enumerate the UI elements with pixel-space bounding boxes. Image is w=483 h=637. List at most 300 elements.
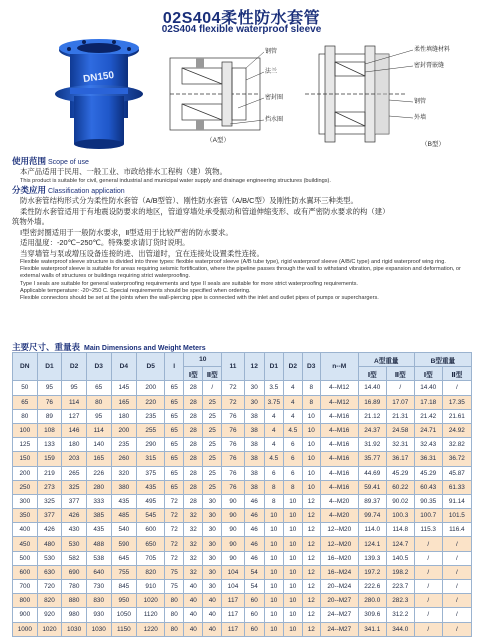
table-cell: 3.75 [264, 395, 283, 409]
table-cell: / [442, 537, 471, 551]
table-row [13, 409, 472, 423]
col-10-type2: Ⅱ型 [203, 367, 222, 381]
table-cell: 780 [62, 580, 87, 594]
table-cell: 320 [111, 466, 137, 480]
table-cell: 72 [165, 537, 184, 551]
table-cell: 44.69 [358, 466, 386, 480]
col-10-type1: Ⅰ型 [184, 367, 203, 381]
table-cell: 500 [13, 551, 38, 565]
table-cell: 10 [283, 494, 302, 508]
table-cell: 344.0 [386, 622, 414, 636]
table-cell: 21.12 [358, 409, 386, 423]
table-cell: 25 [203, 395, 222, 409]
table-cell: 845 [111, 580, 137, 594]
table-cell: / [414, 622, 442, 636]
table-cell: 426 [62, 509, 87, 523]
table-cell: 65 [165, 423, 184, 437]
table-cell: 282.3 [386, 594, 414, 608]
table-cell: 12 [302, 565, 320, 579]
table-cell: 950 [111, 594, 137, 608]
table-cell: 28 [184, 381, 203, 395]
table-cell: 1050 [111, 608, 137, 622]
table-cell: 117 [222, 622, 244, 636]
table-cell: 640 [86, 565, 111, 579]
col-12: 12 [244, 353, 264, 381]
table-cell: 140 [86, 438, 111, 452]
table-cell: 40 [184, 594, 203, 608]
table-cell: 4--M12 [320, 395, 358, 409]
table-cell: 10 [283, 509, 302, 523]
table-cell: / [414, 551, 442, 565]
product-photo [44, 36, 154, 152]
table-cell: 930 [86, 608, 111, 622]
table-row [13, 494, 472, 508]
table-cell: 265 [62, 466, 87, 480]
table-cell: / [414, 580, 442, 594]
table-cell: 10 [264, 523, 283, 537]
table-cell: 435 [86, 523, 111, 537]
table-cell: 45.29 [386, 466, 414, 480]
table-cell: 31.92 [358, 438, 386, 452]
table-cell: 4.5 [283, 423, 302, 437]
table-cell: 800 [13, 594, 38, 608]
table-cell: 59.41 [358, 480, 386, 494]
col-weight-b-type1: Ⅰ型 [414, 367, 442, 381]
table-cell: 12 [302, 608, 320, 622]
class-en-5: Flexible connectors should be set at the joints when the wall-piercing pipe is connected with the inlet and outlet pipes of pumps or superchargers. [20, 295, 379, 302]
table-cell: 80 [165, 608, 184, 622]
table-cell: 76 [222, 452, 244, 466]
table-cell: 10 [264, 537, 283, 551]
table-cell: 10 [302, 423, 320, 437]
table-cell: 24--M27 [320, 608, 358, 622]
table-cell: 80 [165, 622, 184, 636]
table-cell: 30 [244, 381, 264, 395]
table-cell: 114 [62, 395, 87, 409]
table-cell: 10 [302, 438, 320, 452]
table-cell: / [386, 381, 414, 395]
table-cell: 24.37 [358, 423, 386, 437]
table-cell: 60.43 [414, 480, 442, 494]
table-cell: 485 [111, 509, 137, 523]
table-cell: 75 [165, 565, 184, 579]
table-row [13, 551, 472, 565]
col-d4: D4 [111, 353, 137, 381]
table-cell: / [442, 565, 471, 579]
label-b-3: 钢管 [414, 99, 427, 105]
table-cell: 32.31 [386, 438, 414, 452]
table-cell: 40 [203, 608, 222, 622]
table-cell: 1020 [37, 622, 62, 636]
col-l: l [165, 353, 184, 381]
table-cell: 89.37 [358, 494, 386, 508]
table-cell: 10 [264, 509, 283, 523]
table-cell: 72 [165, 523, 184, 537]
table-cell: 582 [62, 551, 87, 565]
table-cell: 8 [264, 480, 283, 494]
label-a-4: 挡水圈 [265, 117, 284, 123]
label-b-2: 密封膏嵌缝 [414, 63, 445, 69]
table-cell: / [442, 622, 471, 636]
table-cell: 10 [283, 565, 302, 579]
drawing-type-a [160, 38, 295, 148]
table-cell: 65 [165, 438, 184, 452]
table-cell: 16--M20 [320, 551, 358, 565]
table-cell: 46 [244, 523, 264, 537]
table-cell: 65 [165, 395, 184, 409]
table-cell: 25 [203, 423, 222, 437]
table-cell: 910 [137, 580, 165, 594]
table-row [13, 480, 472, 494]
label-b-1: 柔性填缝材料 [414, 47, 451, 53]
table-cell: 89 [37, 409, 62, 423]
table-cell: 72 [165, 509, 184, 523]
table-cell: 1220 [137, 622, 165, 636]
table-cell: 40 [184, 608, 203, 622]
table-cell: 72 [222, 395, 244, 409]
table-cell: 8 [283, 480, 302, 494]
table-cell: 36.17 [386, 452, 414, 466]
table-cell: 45.29 [414, 466, 442, 480]
table-cell: 10 [264, 565, 283, 579]
table-cell: 90 [222, 523, 244, 537]
table-cell: / [414, 565, 442, 579]
table-cell: 4--M16 [320, 452, 358, 466]
table-cell: 10 [283, 608, 302, 622]
table-cell: 65 [165, 409, 184, 423]
table-cell: 10 [302, 409, 320, 423]
table-cell: 180 [111, 409, 137, 423]
table-cell: 54 [244, 565, 264, 579]
table-cell: / [414, 537, 442, 551]
table-cell: 124.7 [386, 537, 414, 551]
table-cell: 95 [62, 381, 87, 395]
table-cell: 95 [86, 409, 111, 423]
table-cell: 273 [37, 480, 62, 494]
table-cell: 21.42 [414, 409, 442, 423]
table-cell: 10 [302, 466, 320, 480]
table-row [13, 381, 472, 395]
table-row [13, 466, 472, 480]
table-cell: 16.89 [358, 395, 386, 409]
table-cell: 30 [203, 523, 222, 537]
table-cell: 4 [283, 395, 302, 409]
table-cell: 30 [203, 551, 222, 565]
table-cell: 38 [244, 466, 264, 480]
table-cell: 145 [111, 381, 137, 395]
table-cell: / [442, 580, 471, 594]
class-en-2: Flexible waterproof sleeve is suitable for areas requiring seismic fortification, where the pipeline passes through the wall to withstand vibration, pipe expansion and deformation, or external walls of structures or buildings requiring strict waterproofing. [20, 266, 461, 280]
table-cell: 435 [111, 494, 137, 508]
table-cell: 200 [111, 423, 137, 437]
table-cell: 60 [244, 622, 264, 636]
table-cell: 8 [302, 395, 320, 409]
table-cell: / [442, 381, 471, 395]
table-cell: 280.0 [358, 594, 386, 608]
table-cell: 1030 [86, 622, 111, 636]
table-cell: 133 [37, 438, 62, 452]
table-cell: 223.7 [386, 580, 414, 594]
table-cell: 76 [222, 409, 244, 423]
table-cell: 385 [86, 509, 111, 523]
table-cell: 1020 [137, 594, 165, 608]
col-delta2: D2 [283, 353, 302, 381]
table-cell: 36.31 [414, 452, 442, 466]
table-cell: 38 [244, 480, 264, 494]
table-cell: 28 [184, 438, 203, 452]
table-cell: 60 [244, 608, 264, 622]
table-row [13, 438, 472, 452]
table-cell: 46 [244, 509, 264, 523]
table-cell: 820 [137, 565, 165, 579]
table-cell: / [414, 608, 442, 622]
table-cell: 30 [203, 494, 222, 508]
table-cell: 12 [302, 580, 320, 594]
table-cell: 65 [165, 452, 184, 466]
table-cell: 30 [244, 395, 264, 409]
table-cell: 114 [86, 423, 111, 437]
table-cell: 1030 [62, 622, 87, 636]
table-cell: 76 [37, 395, 62, 409]
table-cell: 75 [165, 580, 184, 594]
table-cell: 377 [62, 494, 87, 508]
table-cell: 4--M16 [320, 438, 358, 452]
table-cell: 30 [203, 580, 222, 594]
table-row [13, 608, 472, 622]
table-cell: 150 [13, 452, 38, 466]
table-cell: 8 [302, 381, 320, 395]
col-weight-a-type1: Ⅰ型 [358, 367, 386, 381]
class-cn-2: 柔性防水套管适用于有地震设防要求的地区，管道穿墙处承受振动和管道伸缩变形、或有严密防水要求的构（建） [20, 206, 390, 216]
table-cell: 10 [283, 622, 302, 636]
table-cell: 76 [222, 438, 244, 452]
table-row [13, 537, 472, 551]
table-cell: 650 [137, 537, 165, 551]
table-cell: 235 [137, 409, 165, 423]
table-cell: 45.87 [442, 466, 471, 480]
table-cell: 32 [184, 551, 203, 565]
table-cell: 108 [37, 423, 62, 437]
table-cell: 495 [137, 494, 165, 508]
table-cell: 38 [244, 423, 264, 437]
table-cell: 80 [165, 594, 184, 608]
table-cell: 488 [86, 537, 111, 551]
table-cell: 25 [203, 452, 222, 466]
class-en-1: Flexible waterproof sleeve structure is divided into three types: flexible waterproof sleeve (A/B tube type), rigid waterproof sleeve (A/B/C type) and rigid waterproof wing ring. [20, 259, 446, 265]
table-cell: 375 [137, 466, 165, 480]
table-cell: 25 [203, 409, 222, 423]
table-cell: 25 [203, 438, 222, 452]
col-11: 11 [222, 353, 244, 381]
table-cell: 72 [165, 494, 184, 508]
table-cell: 540 [111, 523, 137, 537]
table-cell: 50 [13, 381, 38, 395]
table-cell: 4--M16 [320, 409, 358, 423]
table-cell: 115.3 [414, 523, 442, 537]
table-cell: 17.18 [414, 395, 442, 409]
table-cell: 100 [13, 423, 38, 437]
table-cell: 140.5 [386, 551, 414, 565]
table-cell: 91.14 [442, 494, 471, 508]
table-cell: 435 [137, 480, 165, 494]
table-cell: 117 [222, 594, 244, 608]
table-cell: 12 [302, 509, 320, 523]
col-dn: DN [13, 353, 38, 381]
table-cell: 165 [111, 395, 137, 409]
table-row [13, 580, 472, 594]
table-cell: 200 [13, 466, 38, 480]
table-cell: 600 [13, 565, 38, 579]
label-b-4: 外墙 [414, 115, 427, 121]
table-cell: 60 [244, 594, 264, 608]
table-cell: 124.1 [358, 537, 386, 551]
table-cell: 32.82 [442, 438, 471, 452]
scope-text-cn: 本产品适用于民用、一般工业、市政给排水工程构（建）筑物。 [20, 167, 227, 176]
table-cell: 380 [111, 480, 137, 494]
table-row [13, 594, 472, 608]
table-cell: 95 [37, 381, 62, 395]
table-cell: 28 [184, 494, 203, 508]
table-cell: 24.71 [414, 423, 442, 437]
table-cell: 10 [283, 580, 302, 594]
class-cn-3: 筑物外墙。 [12, 217, 49, 226]
table-cell: 309.6 [358, 608, 386, 622]
class-cn-4: Ⅰ型密封圈适用于一般防水要求，Ⅱ型适用于比较严密的防水要求。 [20, 227, 233, 237]
table-cell: 203 [62, 452, 87, 466]
col-d1: D1 [37, 353, 62, 381]
table-cell: 90.02 [386, 494, 414, 508]
table-cell: 220 [137, 395, 165, 409]
table-cell: 325 [37, 494, 62, 508]
table-cell: 38 [244, 452, 264, 466]
table-cell: 54 [244, 580, 264, 594]
table-row [13, 565, 472, 579]
table-cell: 198.2 [386, 565, 414, 579]
table-cell: 4--M20 [320, 509, 358, 523]
col-weight-a: A型重量 [358, 353, 414, 367]
table-cell: 40 [184, 622, 203, 636]
table-cell: 200 [137, 381, 165, 395]
table-cell: 25 [203, 466, 222, 480]
col-weight-b-type2: Ⅱ型 [442, 367, 471, 381]
caption-b: （B型） [421, 141, 445, 148]
dimensions-table [12, 352, 472, 637]
table-cell: 100.3 [386, 509, 414, 523]
table-cell: 4.5 [264, 452, 283, 466]
col-d5: D5 [137, 353, 165, 381]
table-cell: 12 [302, 494, 320, 508]
label-a-3: 密封圈 [265, 95, 284, 101]
table-cell: 300 [13, 494, 38, 508]
table-cell: 630 [37, 565, 62, 579]
table-cell: 139.3 [358, 551, 386, 565]
table-cell: 46 [244, 537, 264, 551]
table-row [13, 395, 472, 409]
table-cell: 10 [283, 537, 302, 551]
table-cell: 21.31 [386, 409, 414, 423]
table-cell: 72 [222, 381, 244, 395]
table-cell: / [442, 594, 471, 608]
table-cell: 400 [13, 523, 38, 537]
table-cell: 6 [283, 452, 302, 466]
table-row [13, 523, 472, 537]
table-cell: 10 [283, 594, 302, 608]
table-cell: 980 [62, 608, 87, 622]
table-cell: 1120 [137, 608, 165, 622]
table-cell: 46 [244, 494, 264, 508]
table-cell: 530 [62, 537, 87, 551]
class-cn-1: 防水套管结构形式分为柔性防水套管（A/B型管）、刚性防水套管（A/B/C型）及刚性防水翼环三种类型。 [20, 196, 358, 205]
table-cell: 377 [37, 509, 62, 523]
table-cell: 590 [111, 537, 137, 551]
table-cell: 8 [264, 494, 283, 508]
table-cell: 24.58 [386, 423, 414, 437]
table-cell: 104 [222, 580, 244, 594]
table-row [13, 509, 472, 523]
product-figure [0, 36, 483, 152]
table-cell: 28 [184, 409, 203, 423]
table-cell: 4 [264, 423, 283, 437]
table-cell: 260 [111, 452, 137, 466]
table-cell: 65 [86, 381, 111, 395]
table-cell: 10 [264, 608, 283, 622]
table-row [13, 423, 472, 437]
table-cell: 10 [264, 594, 283, 608]
table-cell: 180 [62, 438, 87, 452]
table-cell: 90 [222, 537, 244, 551]
table-cell: 920 [37, 608, 62, 622]
table-cell: 28 [184, 423, 203, 437]
table-cell: 40 [184, 580, 203, 594]
table-cell: 350 [13, 509, 38, 523]
table-cell: 65 [165, 480, 184, 494]
table-cell: 14.40 [414, 381, 442, 395]
table-cell: 159 [37, 452, 62, 466]
label-a-1: 钢管 [265, 49, 278, 55]
table-cell: 235 [111, 438, 137, 452]
table-cell: 12 [302, 537, 320, 551]
table-cell: 341.1 [358, 622, 386, 636]
table-cell: 40 [203, 594, 222, 608]
class-en-4: Applicable temperature: -20~250 C. Special requirements should be specified when ordering. [20, 287, 251, 294]
table-cell: 28 [184, 395, 203, 409]
table-title: 主要尺寸、重量表 Main Dimensions and Weight Meters [12, 342, 206, 352]
table-cell: 480 [37, 537, 62, 551]
table-cell: 125 [13, 438, 38, 452]
classification-heading: 分类应用 Classification application [12, 185, 125, 195]
table-cell: 117 [222, 608, 244, 622]
table-cell: 30 [203, 537, 222, 551]
table-cell: 40 [203, 622, 222, 636]
table-cell: 820 [37, 594, 62, 608]
table-cell: 61.33 [442, 480, 471, 494]
table-cell: 76 [222, 423, 244, 437]
table-cell: 165 [86, 452, 111, 466]
scope-heading: 使用范围 Scope of use [12, 156, 89, 166]
table-cell: 830 [86, 594, 111, 608]
table-cell: 46 [244, 551, 264, 565]
table-cell: 28 [184, 480, 203, 494]
table-cell: 900 [13, 608, 38, 622]
table-cell: 21.61 [442, 409, 471, 423]
col-bolts: n--M [320, 353, 358, 381]
table-cell: 4--M20 [320, 494, 358, 508]
table-cell: 6 [283, 466, 302, 480]
table-cell: 530 [37, 551, 62, 565]
table-cell: 4--M16 [320, 423, 358, 437]
table-cell: 880 [62, 594, 87, 608]
table-cell: 700 [13, 580, 38, 594]
